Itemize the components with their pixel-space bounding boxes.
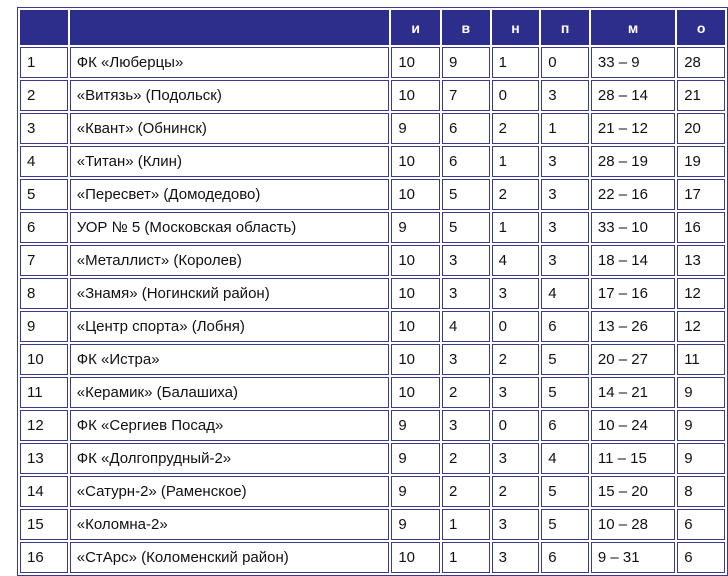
table-row [20,113,725,144]
cell-losses: 5 [541,509,589,540]
cell-draws: 0 [492,80,540,111]
header-goals: м [591,10,675,45]
cell-games: 10 [391,245,440,276]
cell-goals: 20 – 27 [591,344,675,375]
cell-team: «Титан» (Клин) [70,146,390,177]
cell-goals: 10 – 24 [591,410,675,441]
cell-draws: 4 [492,245,540,276]
cell-position: 15 [20,509,68,540]
cell-goals: 28 – 14 [591,80,675,111]
header-row [20,10,725,45]
cell-points: 9 [677,377,725,408]
cell-goals: 10 – 28 [591,509,675,540]
header-draws: н [492,10,540,45]
table-row [20,311,725,342]
header-losses: п [541,10,589,45]
cell-position: 14 [20,476,68,507]
cell-team: «Сатурн-2» (Раменское) [70,476,390,507]
cell-wins: 3 [442,278,490,309]
cell-draws: 0 [492,410,540,441]
header-position [20,10,68,45]
cell-games: 10 [391,47,440,78]
table-row [20,443,725,474]
cell-points: 12 [677,278,725,309]
cell-points: 12 [677,311,725,342]
cell-draws: 2 [492,344,540,375]
cell-draws: 3 [492,377,540,408]
standings-table-container [17,7,728,576]
cell-points: 9 [677,443,725,474]
cell-games: 10 [391,311,440,342]
cell-team: «Керамик» (Балашиха) [70,377,390,408]
cell-wins: 7 [442,80,490,111]
cell-wins: 2 [442,443,490,474]
cell-losses: 3 [541,212,589,243]
cell-games: 10 [391,542,440,573]
cell-losses: 1 [541,113,589,144]
cell-wins: 9 [442,47,490,78]
cell-team: «Знамя» (Ногинский район) [70,278,390,309]
cell-losses: 6 [541,410,589,441]
table-row [20,146,725,177]
cell-goals: 17 – 16 [591,278,675,309]
cell-draws: 2 [492,179,540,210]
cell-position: 11 [20,377,68,408]
cell-losses: 6 [541,311,589,342]
table-row [20,179,725,210]
cell-games: 10 [391,278,440,309]
cell-position: 10 [20,344,68,375]
cell-games: 9 [391,509,440,540]
cell-team: «Металлист» (Королев) [70,245,390,276]
cell-games: 10 [391,377,440,408]
cell-team: «Центр спорта» (Лобня) [70,311,390,342]
cell-losses: 4 [541,443,589,474]
cell-position: 6 [20,212,68,243]
cell-wins: 5 [442,179,490,210]
cell-games: 9 [391,212,440,243]
cell-wins: 3 [442,344,490,375]
cell-wins: 2 [442,476,490,507]
cell-draws: 2 [492,476,540,507]
cell-draws: 1 [492,146,540,177]
cell-goals: 28 – 19 [591,146,675,177]
cell-losses: 3 [541,245,589,276]
cell-goals: 11 – 15 [591,443,675,474]
cell-losses: 5 [541,377,589,408]
cell-losses: 3 [541,80,589,111]
cell-wins: 4 [442,311,490,342]
cell-team: ФК «Долгопрудный-2» [70,443,390,474]
table-row [20,344,725,375]
cell-goals: 13 – 26 [591,311,675,342]
cell-games: 9 [391,443,440,474]
cell-team: ФК «Истра» [70,344,390,375]
cell-goals: 33 – 10 [591,212,675,243]
cell-losses: 4 [541,278,589,309]
cell-points: 19 [677,146,725,177]
cell-wins: 3 [442,245,490,276]
cell-points: 6 [677,542,725,573]
cell-wins: 1 [442,509,490,540]
cell-goals: 22 – 16 [591,179,675,210]
cell-wins: 5 [442,212,490,243]
cell-games: 9 [391,476,440,507]
table-row [20,509,725,540]
cell-team: «Витязь» (Подольск) [70,80,390,111]
standings-body [20,47,725,573]
cell-team: «Квант» (Обнинск) [70,113,390,144]
cell-losses: 5 [541,344,589,375]
cell-goals: 15 – 20 [591,476,675,507]
cell-position: 12 [20,410,68,441]
cell-position: 2 [20,80,68,111]
cell-losses: 3 [541,146,589,177]
cell-games: 10 [391,146,440,177]
cell-position: 13 [20,443,68,474]
cell-games: 10 [391,179,440,210]
table-row [20,80,725,111]
cell-draws: 3 [492,542,540,573]
cell-goals: 33 – 9 [591,47,675,78]
cell-games: 10 [391,80,440,111]
cell-position: 8 [20,278,68,309]
cell-losses: 0 [541,47,589,78]
table-row [20,278,725,309]
table-row [20,476,725,507]
cell-points: 17 [677,179,725,210]
cell-points: 16 [677,212,725,243]
cell-wins: 6 [442,113,490,144]
table-row [20,47,725,78]
cell-games: 9 [391,410,440,441]
cell-points: 11 [677,344,725,375]
cell-position: 7 [20,245,68,276]
cell-points: 28 [677,47,725,78]
cell-draws: 1 [492,47,540,78]
cell-position: 9 [20,311,68,342]
table-row [20,212,725,243]
cell-wins: 2 [442,377,490,408]
table-row [20,542,725,573]
cell-draws: 3 [492,509,540,540]
table-row [20,245,725,276]
cell-points: 13 [677,245,725,276]
cell-position: 3 [20,113,68,144]
cell-points: 8 [677,476,725,507]
cell-losses: 6 [541,542,589,573]
cell-losses: 3 [541,179,589,210]
cell-team: «СтАрс» (Коломенский район) [70,542,390,573]
cell-points: 9 [677,410,725,441]
cell-goals: 14 – 21 [591,377,675,408]
cell-games: 10 [391,344,440,375]
cell-goals: 18 – 14 [591,245,675,276]
cell-team: УОР № 5 (Московская область) [70,212,390,243]
cell-draws: 2 [492,113,540,144]
cell-position: 5 [20,179,68,210]
cell-points: 20 [677,113,725,144]
cell-wins: 1 [442,542,490,573]
header-team [70,10,390,45]
cell-goals: 9 – 31 [591,542,675,573]
cell-team: ФК «Сергиев Посад» [70,410,390,441]
table-row [20,410,725,441]
cell-losses: 5 [541,476,589,507]
cell-points: 6 [677,509,725,540]
header-points: о [677,10,725,45]
cell-team: «Коломна-2» [70,509,390,540]
header-games: и [391,10,440,45]
cell-team: ФК «Люберцы» [70,47,390,78]
cell-team: «Пересвет» (Домодедово) [70,179,390,210]
cell-games: 9 [391,113,440,144]
cell-draws: 0 [492,311,540,342]
cell-draws: 3 [492,443,540,474]
cell-draws: 1 [492,212,540,243]
cell-points: 21 [677,80,725,111]
cell-goals: 21 – 12 [591,113,675,144]
cell-position: 16 [20,542,68,573]
cell-wins: 6 [442,146,490,177]
table-row [20,377,725,408]
cell-position: 1 [20,47,68,78]
cell-wins: 3 [442,410,490,441]
cell-position: 4 [20,146,68,177]
cell-draws: 3 [492,278,540,309]
header-wins: в [442,10,490,45]
standings-table [17,7,728,576]
